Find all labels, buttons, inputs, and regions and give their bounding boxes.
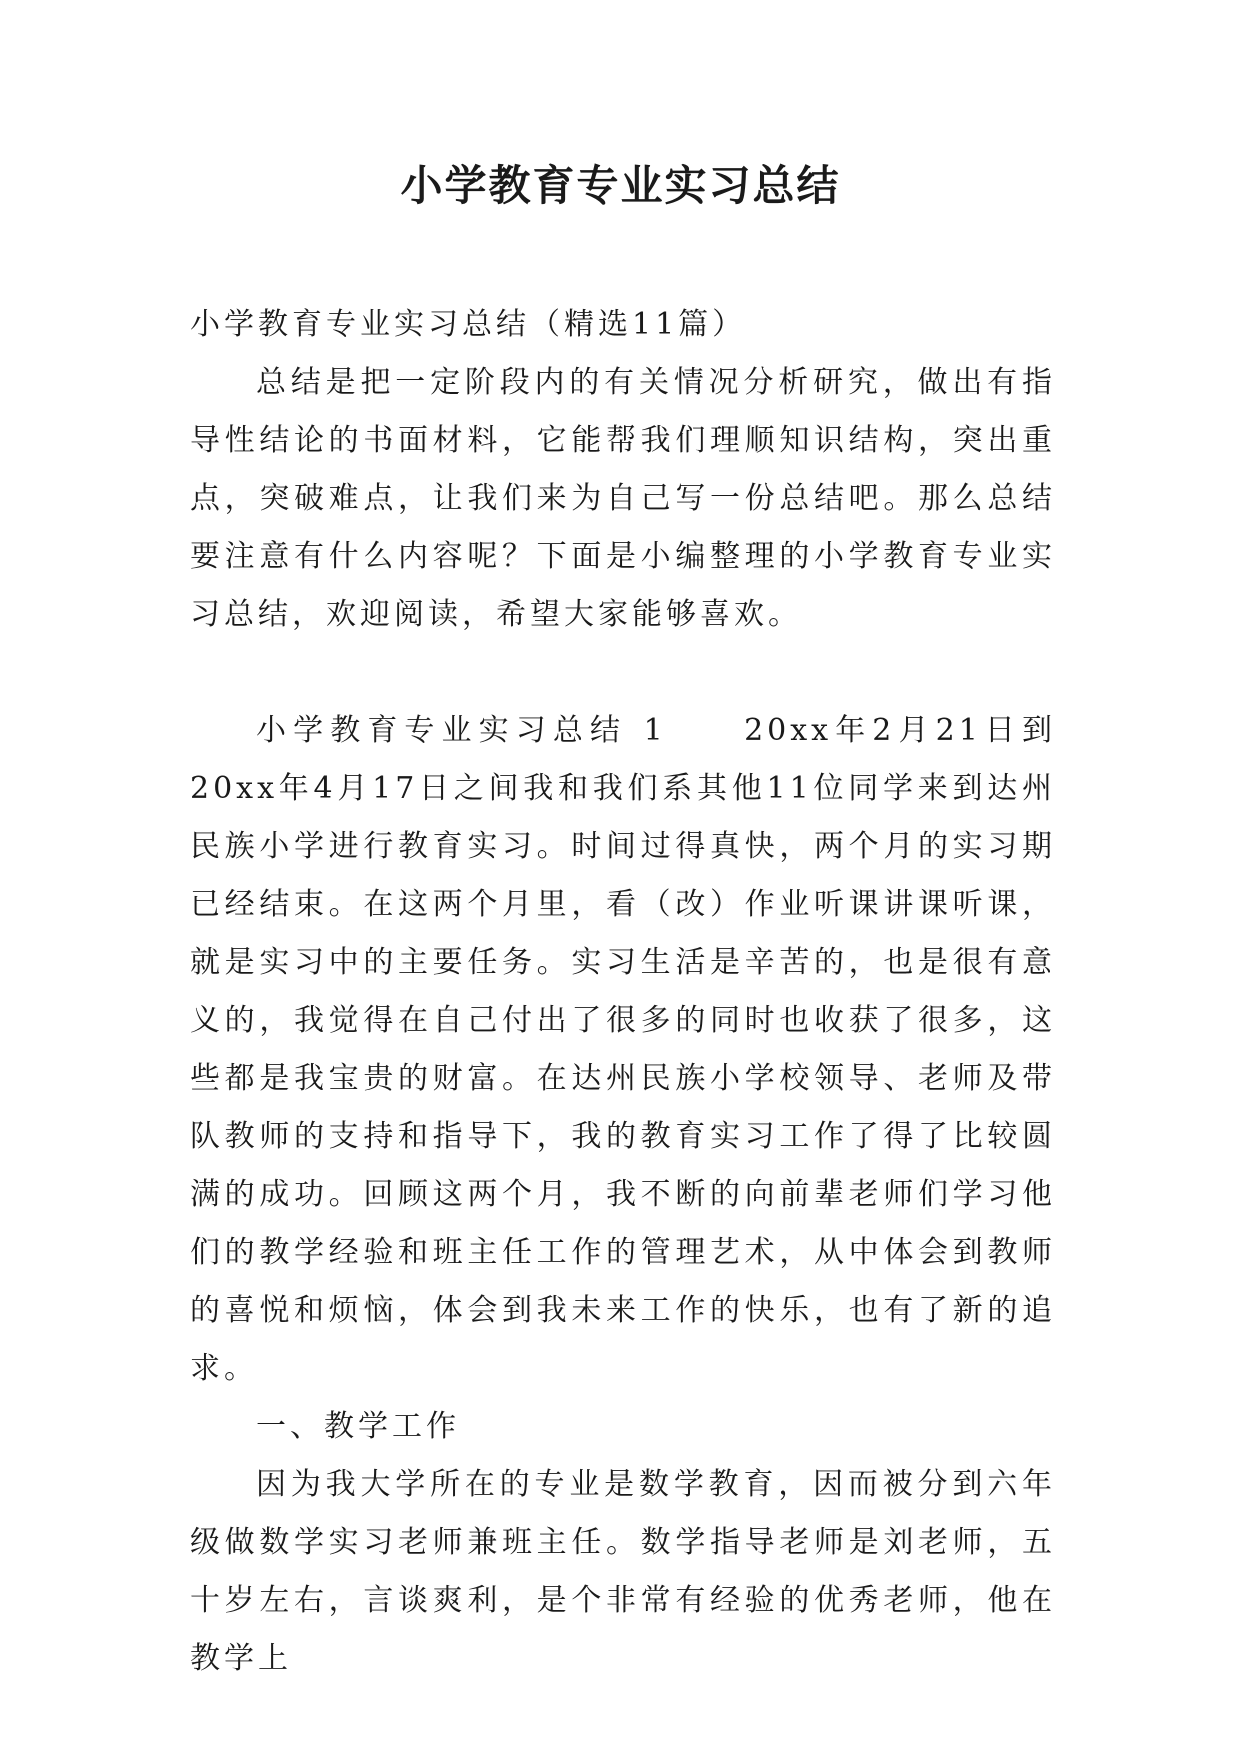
document-body — [190, 296, 1056, 1688]
intro-paragraph: 总结是把一定阶段内的有关情况分析研究，做出有指导性结论的书面材料，它能帮我们理顺知识结构，突出重点，突破难点，让我们来为自己写一份总结吧。那么总结要注意有什么内容呢？下面是小编整理的小学教育专业实习总结，欢迎阅读，希望大家能够喜欢。 — [190, 365, 1056, 632]
document-title: 小学教育专业实习总结 — [400, 161, 841, 210]
section-heading-teaching: 一、教学工作 — [256, 1409, 460, 1444]
teaching-paragraph: 因为我大学所在的专业是数学教育，因而被分到六年级做数学实习老师兼班主任。数学指导老师是刘老师，五十岁左右，言谈爽利，是个非常有经验的优秀老师，他在教学上 — [190, 1467, 1056, 1676]
paragraph-gap — [190, 644, 1056, 702]
document-subtitle: 小学教育专业实习总结（精选11篇） — [190, 307, 747, 342]
summary-1-paragraph: 小学教育专业实习总结 1 20xx年2月21日到20xx年4月17日之间我和我们系其他11位同学来到达州民族小学进行教育实习。时间过得真快，两个月的实习期已经结束。在这两个月里，看（改）作业听课讲课听课，就是实习中的主要任务。实习生活是辛苦的，也是很有意义的，我觉得在自己付出了很多的同时也收获了很多，这些都是我宝贵的财富。在达州民族小学校领导、老师及带队教师的支持和指导下，我的教育实习工作了得了比较圆满的成功。回顾这两个月，我不断的向前辈老师们学习他们的教学经验和班主任工作的管理艺术，从中体会到教师的喜悦和烦恼，体会到我未来工作的快乐，也有了新的追求。 — [190, 713, 1056, 1386]
